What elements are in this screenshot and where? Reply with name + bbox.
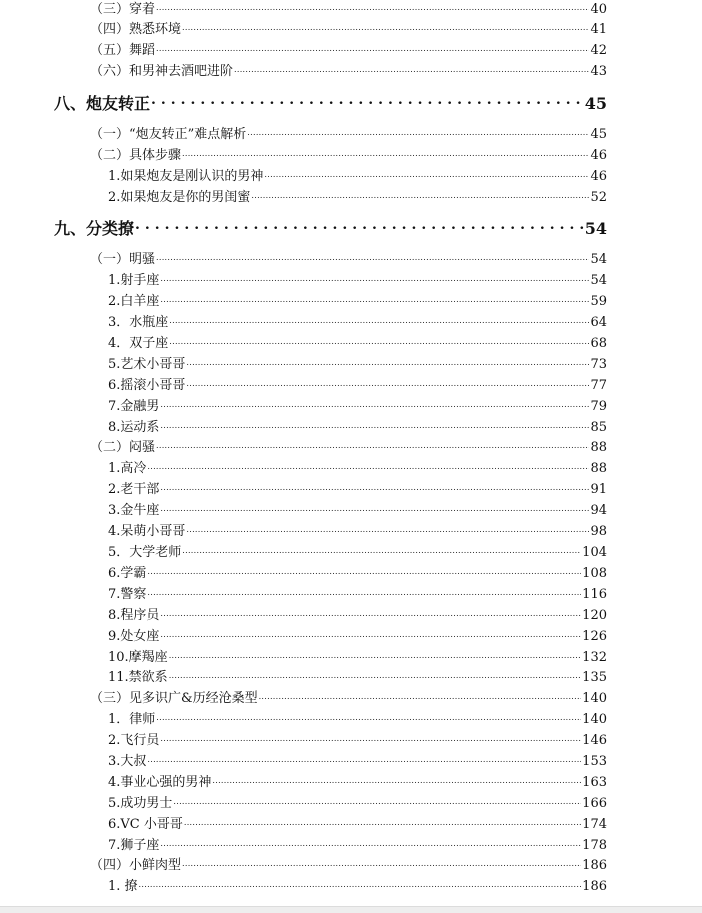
toc-entry[interactable] bbox=[108, 668, 607, 688]
dot-leader bbox=[147, 582, 581, 602]
toc-entry-title: （二）具体步骤 bbox=[90, 148, 182, 163]
dot-leader bbox=[160, 833, 581, 853]
dot-leader bbox=[184, 812, 581, 832]
toc-entry-page: 178 bbox=[582, 838, 607, 853]
dot-leader bbox=[147, 749, 581, 769]
dot-leader bbox=[182, 17, 589, 37]
toc-entry[interactable] bbox=[108, 627, 607, 647]
toc-entry[interactable] bbox=[90, 20, 607, 40]
dot-leader bbox=[156, 707, 581, 727]
toc-entry-page: 94 bbox=[590, 503, 607, 518]
dot-leader bbox=[147, 561, 581, 581]
toc-entry-page: 73 bbox=[590, 357, 607, 372]
toc-entry[interactable] bbox=[108, 794, 607, 814]
toc-entry[interactable] bbox=[108, 459, 607, 479]
toc-entry-title: （一）明骚 bbox=[90, 252, 156, 267]
toc-entry[interactable] bbox=[90, 250, 607, 270]
toc-entry-page: 108 bbox=[582, 566, 607, 581]
toc-entry-page: 146 bbox=[582, 733, 607, 748]
toc-entry-title: （四）小鲜肉型 bbox=[90, 858, 182, 873]
dot-leader bbox=[156, 247, 589, 267]
dot-leader bbox=[173, 791, 581, 811]
toc-entry-title: 5．大学老师 bbox=[108, 545, 182, 560]
toc-entry[interactable] bbox=[108, 752, 607, 772]
toc-entry[interactable] bbox=[108, 480, 607, 500]
dot-leader bbox=[169, 665, 581, 685]
dot-leader bbox=[139, 874, 582, 894]
dot-leader bbox=[160, 268, 589, 288]
toc-entry[interactable] bbox=[108, 501, 607, 521]
toc-chapter-heading[interactable] bbox=[54, 216, 607, 242]
toc-entry-title: （四）熟悉环境 bbox=[90, 22, 182, 37]
dot-leader bbox=[151, 86, 584, 112]
toc-entry[interactable] bbox=[108, 773, 607, 793]
dot-leader bbox=[182, 540, 581, 560]
toc-entry[interactable] bbox=[108, 564, 607, 584]
toc-entry-page: 140 bbox=[582, 712, 607, 727]
toc-entry-title: 5.艺术小哥哥 bbox=[108, 357, 186, 372]
toc-entry-page: 135 bbox=[582, 670, 607, 685]
toc-entry[interactable] bbox=[108, 313, 607, 333]
toc-entry-title: （三）见多识广&历经沧桑型 bbox=[90, 691, 258, 706]
toc-entry-title: 5.成功男士 bbox=[108, 796, 173, 811]
toc-entry-title: 1.如果炮友是刚认识的男神 bbox=[108, 169, 264, 184]
toc-entry-title: （五）舞蹈 bbox=[90, 43, 156, 58]
toc-entry-page: 166 bbox=[582, 796, 607, 811]
dot-leader bbox=[160, 624, 581, 644]
toc-entry[interactable] bbox=[90, 438, 607, 458]
toc-entry-page: 163 bbox=[582, 775, 607, 790]
toc-chapter-page: 45 bbox=[584, 94, 607, 113]
dot-leader bbox=[156, 38, 589, 58]
toc-entry-page: 41 bbox=[590, 22, 607, 37]
toc-entry-title: 4．双子座 bbox=[108, 336, 169, 351]
toc-entry-title: 6.摇滚小哥哥 bbox=[108, 378, 186, 393]
toc-entry-page: 186 bbox=[582, 879, 607, 894]
toc-entry[interactable] bbox=[90, 146, 607, 166]
toc-entry-page: 132 bbox=[582, 650, 607, 665]
toc-entry[interactable] bbox=[108, 877, 607, 897]
dot-leader bbox=[156, 435, 589, 455]
toc-entry[interactable] bbox=[108, 815, 607, 835]
dot-leader bbox=[169, 331, 589, 351]
toc-entry[interactable] bbox=[108, 710, 607, 730]
toc-entry[interactable] bbox=[108, 292, 607, 312]
dot-leader bbox=[182, 143, 589, 163]
toc-entry-page: 116 bbox=[582, 587, 607, 602]
toc-chapter-page: 54 bbox=[584, 219, 607, 238]
toc-entry-title: 3．水瓶座 bbox=[108, 315, 169, 330]
dot-leader bbox=[247, 122, 589, 142]
toc-entry-title: 6.VC 小哥哥 bbox=[108, 817, 183, 832]
toc-entry[interactable] bbox=[108, 543, 607, 563]
dot-leader bbox=[156, 0, 589, 17]
toc-entry-page: 98 bbox=[590, 524, 607, 539]
toc-entry-page: 43 bbox=[590, 64, 607, 79]
toc-entry-title: 1．律师 bbox=[108, 712, 156, 727]
dot-leader bbox=[186, 352, 589, 372]
toc-entry[interactable] bbox=[108, 376, 607, 396]
toc-entry-title: 4.事业心强的男神 bbox=[108, 775, 212, 790]
dot-leader bbox=[160, 289, 589, 309]
toc-entry[interactable] bbox=[108, 731, 607, 751]
toc-entry-title: 7.金融男 bbox=[108, 399, 160, 414]
toc-entry-title: 9.处女座 bbox=[108, 629, 160, 644]
dot-leader bbox=[186, 519, 589, 539]
dot-leader bbox=[160, 603, 581, 623]
toc-entry[interactable] bbox=[108, 397, 607, 417]
toc-chapter-heading[interactable] bbox=[54, 91, 607, 117]
toc-entry-title: 1. 撩 bbox=[108, 879, 138, 894]
toc-entry-page: 153 bbox=[582, 754, 607, 769]
toc-entry-page: 88 bbox=[590, 461, 607, 476]
dot-leader bbox=[160, 394, 589, 414]
toc-entry-page: 46 bbox=[590, 169, 607, 184]
dot-leader bbox=[160, 477, 589, 497]
toc-entry-page: 52 bbox=[590, 190, 607, 205]
toc-entry[interactable] bbox=[90, 856, 607, 876]
dot-leader bbox=[160, 415, 589, 435]
toc-entry[interactable] bbox=[90, 689, 607, 709]
toc-entry-page: 140 bbox=[582, 691, 607, 706]
toc-entry-page: 120 bbox=[582, 608, 607, 623]
toc-entry-title: （三）穿着 bbox=[90, 2, 156, 17]
toc-entry-title: 3.大叔 bbox=[108, 754, 147, 769]
dot-leader bbox=[160, 728, 581, 748]
toc-entry-title: 2.飞行员 bbox=[108, 733, 160, 748]
toc-entry-page: 91 bbox=[590, 482, 607, 497]
toc-entry-title: 1.高冷 bbox=[108, 461, 147, 476]
toc-entry-title: （二）闷骚 bbox=[90, 440, 156, 455]
toc-entry-title: （一）“炮友转正”难点解析 bbox=[90, 127, 247, 142]
toc-entry-title: 1.射手座 bbox=[108, 273, 160, 288]
toc-entry[interactable] bbox=[108, 271, 607, 291]
toc-entry-page: 46 bbox=[590, 148, 607, 163]
dot-leader bbox=[186, 373, 589, 393]
toc-entry-page: 59 bbox=[590, 294, 607, 309]
dot-leader bbox=[251, 185, 589, 205]
toc-chapter-title: 八、炮友转正 bbox=[54, 94, 151, 113]
toc-entry-title: 11.禁欲系 bbox=[108, 670, 168, 685]
dot-leader bbox=[135, 211, 584, 237]
toc-entry-page: 54 bbox=[590, 252, 607, 267]
toc-entry-page: 64 bbox=[590, 315, 607, 330]
toc-entry-page: 42 bbox=[590, 43, 607, 58]
dot-leader bbox=[182, 853, 581, 873]
toc-entry-title: 10.摩羯座 bbox=[108, 650, 168, 665]
toc-chapter-title: 九、分类撩 bbox=[54, 219, 135, 238]
toc-entry[interactable] bbox=[90, 41, 607, 61]
toc-entry[interactable] bbox=[108, 167, 607, 187]
toc-entry-page: 88 bbox=[590, 440, 607, 455]
dot-leader bbox=[212, 770, 581, 790]
toc-entry-page: 104 bbox=[582, 545, 607, 560]
toc-entry-page: 85 bbox=[590, 420, 607, 435]
toc-entry[interactable] bbox=[108, 522, 607, 542]
toc-entry-title: 2.老干部 bbox=[108, 482, 160, 497]
toc-entry-title: 4.呆萌小哥哥 bbox=[108, 524, 186, 539]
dot-leader bbox=[169, 645, 581, 665]
dot-leader bbox=[169, 310, 589, 330]
toc-entry-title: 7.狮子座 bbox=[108, 838, 160, 853]
toc-entry[interactable] bbox=[90, 62, 607, 82]
toc-entry-page: 68 bbox=[590, 336, 607, 351]
toc-entry-title: 3.金牛座 bbox=[108, 503, 160, 518]
toc-entry-page: 54 bbox=[590, 273, 607, 288]
toc-entry-title: 2.如果炮友是你的男闺蜜 bbox=[108, 190, 251, 205]
toc-entry-page: 186 bbox=[582, 858, 607, 873]
dot-leader bbox=[259, 686, 582, 706]
dot-leader bbox=[147, 456, 589, 476]
dot-leader bbox=[264, 164, 589, 184]
toc-entry-title: 7.警察 bbox=[108, 587, 147, 602]
toc-entry-page: 45 bbox=[590, 127, 607, 142]
toc-entry-title: 2.白羊座 bbox=[108, 294, 160, 309]
toc-entry-title: 8.程序员 bbox=[108, 608, 160, 623]
toc-entry-title: （六）和男神去酒吧进阶 bbox=[90, 64, 234, 79]
toc-entry-title: 6.学霸 bbox=[108, 566, 147, 581]
toc-entry-page: 79 bbox=[590, 399, 607, 414]
toc-entry[interactable] bbox=[108, 188, 607, 208]
toc-entry-title: 8.运动系 bbox=[108, 420, 160, 435]
dot-leader bbox=[160, 498, 589, 518]
dot-leader bbox=[234, 59, 589, 79]
toc-entry-page: 40 bbox=[590, 2, 607, 17]
toc-entry[interactable] bbox=[108, 606, 607, 626]
toc-entry[interactable] bbox=[90, 125, 607, 145]
toc-entry-page: 174 bbox=[582, 817, 607, 832]
toc-entry-page: 77 bbox=[590, 378, 607, 393]
toc-entry[interactable] bbox=[108, 334, 607, 354]
toc-entry[interactable] bbox=[108, 355, 607, 375]
toc-entry-page: 126 bbox=[582, 629, 607, 644]
toc-entry[interactable] bbox=[108, 585, 607, 605]
